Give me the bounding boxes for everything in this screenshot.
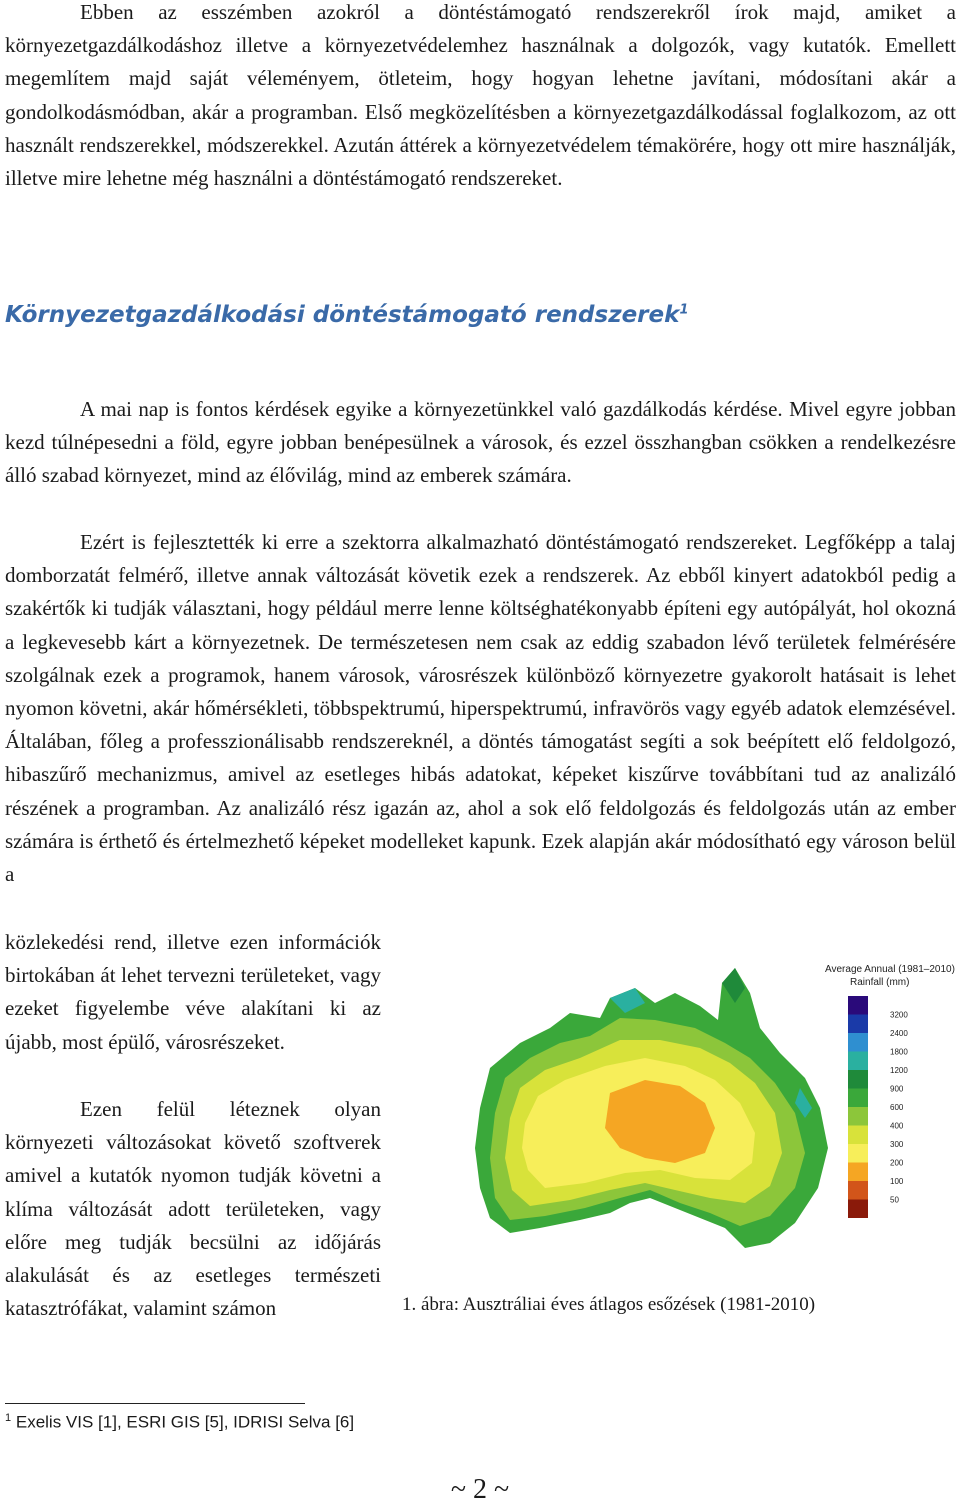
rainfall-map-figure [460, 958, 960, 1258]
footnote-text: Exelis VIS [1], ESRI GIS [5], IDRISI Selva [6] [15, 1412, 355, 1432]
section-heading [5, 302, 688, 328]
australia-map-shape [475, 968, 828, 1258]
footnote-marker: 1 [5, 1412, 12, 1424]
legend-label: 200 [890, 1158, 904, 1168]
legend-swatch [848, 1052, 868, 1071]
paragraph-3: Ezen felül léteznek olyan környezeti változásokat követő szoftverek amivel a kutatók nyomon tudják követni a klíma változását adott területeken, vagy előre meg tudják becsülni az időjárás alakulását és az esetleges természeti katasztrófákat, valamint számon [5, 1097, 381, 1321]
legend-swatch [848, 1107, 868, 1126]
legend-label: 1800 [890, 1047, 908, 1057]
legend-label: 100 [890, 1177, 904, 1186]
legend-swatch [848, 1144, 868, 1163]
legend-swatch [848, 1070, 868, 1089]
legend-swatch [848, 1200, 868, 1219]
legend-label: 900 [890, 1084, 904, 1094]
legend-swatch [848, 1163, 868, 1182]
legend-swatch [848, 996, 868, 1015]
section-heading-text: Környezetgazdálkodási döntéstámogató rendszerek [5, 302, 680, 328]
footnote [5, 1412, 354, 1433]
legend-swatch [848, 1181, 868, 1200]
legend-label: 300 [890, 1140, 904, 1149]
intro-paragraph: Ebben az esszémben azokról a döntéstámogató rendszerekről írok majd, amiket a környezetgazdálkodáshoz illetve a környezetvédelemhez használnak a dolgozók, vagy kutatók. Emellett megemlítem majd saját véleményem, ötleteim, hogy hogyan lehetne javítani, módosítani akár a gondolkodásmódban, akár a programban. Első megközelítésben a környezetgazdálkodással foglalkozom, az ott használt rendszerekkel, módszerekkel. Azután áttérek a környezetvédelem témakörére, hogy ott mire használják, illetve mire lehetne még használni a döntéstámogató rendszereket. [5, 0, 956, 191]
page-number: ~ 2 ~ [450, 1474, 510, 1505]
legend-label: 2400 [890, 1029, 908, 1038]
footnote-reference[interactable]: 1 [679, 302, 689, 318]
legend-label: 400 [890, 1121, 904, 1131]
paragraph-1: A mai nap is fontos kérdések egyike a környezetünkkel való gazdálkodás kérdése. Mivel egyre jobban kezd túlnépesedni a föld, egyre jobban benépesülnek a városok, és ezzel összhangban csökken a rendelkezésre álló szabad környezet, mind az élővilág, mind az emberek számára. [5, 397, 956, 488]
paragraph-2: Ezért is fejlesztették ki erre a szektorra alkalmazható döntéstámogató rendszereket. Legfőképp a talaj domborzatát felmérő, illetve annak változását követik ezek a rendszerek. Az ebből kinyert adatokból pedig a szakértők ki tudják választani, hogy például merre lenne költséghatékonyabb építeni egy autópályát, hol okozná a legkevesebb kárt a környezetnek. De természetesen nem csak az eddig szabadon lévő területek felmérésére szolgálnak ezek a programok, hanem városok, városrészek különböző környezetre gyakorolt hatásait is lehet nyomon követni, akár hőmérsékleti, többspektrumú, hiperspektrumú, infravörös vagy egyéb adatok elemzésével. Általában, főleg a professzionálisabb rendszereknél, a döntés támogatást segíti a sok beépített elő feldolgozó, hibaszűrő mechanizmus, amivel az esetleges hibás adatokat, képeket kiszűrve továbbítani tud az analizáló részének a programban. Az analizáló rész igazán az, ahol a sok elő feldolgozás és feldolgozás után az ember számára is érthető és értelmezhető képeket modelleket kapunk. Ezek alapján akár módosítható egy városon belül a [5, 530, 956, 887]
legend-swatch [848, 1126, 868, 1145]
map-title-line2: Rainfall (mm) [850, 977, 910, 988]
legend-swatch [848, 1015, 868, 1034]
australia-rainfall-map [460, 958, 960, 1258]
legend-label: 1200 [890, 1066, 908, 1075]
map-title-line1: Average Annual (1981–2010) [825, 964, 955, 975]
footnote-separator [5, 1403, 305, 1404]
paragraph-2-wrap: közlekedési rend, illetve ezen információk birtokában át lehet tervezni területeket, vagy ezeket figyelembe véve alakítani ki az újabb, most épülő, városrészeket. [5, 930, 381, 1054]
legend-swatch [848, 1033, 868, 1052]
legend-label: 50 [890, 1195, 899, 1205]
rainfall-legend [848, 996, 908, 1218]
legend-label: 600 [890, 1103, 904, 1112]
legend-label: 3200 [890, 1010, 908, 1020]
legend-swatch [848, 1089, 868, 1108]
figure-caption: 1. ábra: Ausztráliai éves átlagos esőzések (1981-2010) [402, 1294, 816, 1315]
